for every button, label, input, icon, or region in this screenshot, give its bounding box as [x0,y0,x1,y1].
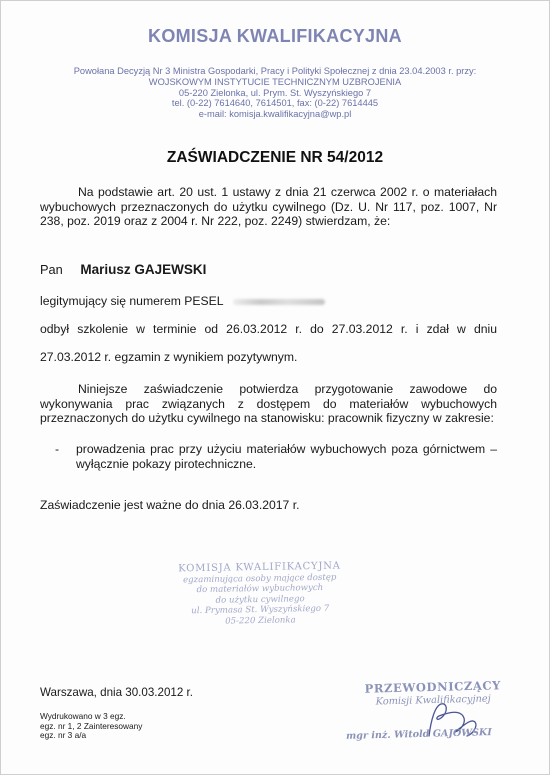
org-email: e-mail: komisja.kwalifikacyjna@wp.pl [198,109,352,120]
organization-title: KOMISJA KWALIFIKACYJNA [148,26,402,46]
stamp-line: 05-220 Zielonka [225,615,296,627]
bullet-dash: - [55,442,60,456]
stamp-line: do użytku cywilnego [215,594,305,606]
org-info-line: tel. (0-22) 7614640, 7614501, fax: (0-22) 7614445 [171,98,379,109]
stamp-line: do materiałów wybuchowych [196,583,324,596]
org-info-line: Powołana Decyzją Nr 3 Ministra Gospodarki, Pracy i Polityki Społecznej z dnia 23.04.2003 r. przy: [73,66,477,76]
person-row [40,262,206,277]
copies-line: egz. nr 3 a/a [40,730,87,741]
stamp-line: KOMISJA KWALIFIKACYJNA [178,560,341,575]
stamp-line: egzaminująca osoby mające dostęp [182,572,337,585]
exam-statement: 27.03.2012 r. egzamin z wynikiem pozytywnym. [40,350,298,364]
place-and-date: Warszawa, dnia 30.03.2012 r. [40,686,193,699]
org-info-line: 05-220 Zielonka, ul. Prym. St. Wyszyńskiego 7 [178,87,372,98]
stamp-line: ul. Prymasa St. Wyszyńskiego 7 [191,604,330,617]
signature-commission: Komisji Kwalifikacyjnej [375,693,491,708]
scope-text: prowadzenia prac przy użyciu materiałów wybuchowych poza górnictwem – wyłącznie pokazy pirotechniczne. [76,442,497,471]
name-label: Pan [40,262,63,277]
signature-role: PRZEWODNICZĄCY [364,678,502,696]
document-title: ZAŚWIADCZENIE NR 54/2012 [166,149,384,166]
scope-list-item [55,442,497,471]
person-name: Mariusz GAJEWSKI [80,262,207,277]
commission-stamp [159,561,360,628]
training-statement: odbył szkolenie w terminie od 26.03.2012 r. do 27.03.2012 r. i zdał w dniu [40,322,497,336]
redacted-pesel [233,299,325,305]
copies-note [40,712,142,741]
validity-statement: Zaświadczenie jest ważne do dnia 26.03.2017 r. [40,498,300,512]
signer-name: mgr inż. Witold GAJOWSKI [345,727,492,742]
legal-basis-paragraph: Na podstawie art. 20 ust. 1 ustawy z dnia 21 czerwca 2002 r. o materiałach wybuchowych przeznaczonych do użytku cywilnego (Dz. U. Nr 117, poz. 1007, Nr 238, poz. 2019 oraz z 2004 r. Nr 222, poz. 2249) stwierdzam, że: [40,185,497,229]
pesel-row [40,294,325,308]
copies-line: egz. nr 1, 2 Zainteresowany [40,720,143,731]
organization-info [30,66,520,120]
copies-line: Wydrukowano w 3 egz. [40,711,126,721]
pesel-label: legitymujący się numerem PESEL [40,294,224,308]
confirmation-paragraph: Niniejsze zaświadczenie potwierdza przygotowanie zawodowe do wykonywania prac związanych z dostępem do materiałów wybuchowych przeznaczonych do użytku cywilnego na stanowisku: pracownik fizyczny w zakresie: [40,382,497,426]
org-info-line: WOJSKOWYM INSTYTUCIE TECHNICZNYM UZBROJENIA [148,76,402,87]
